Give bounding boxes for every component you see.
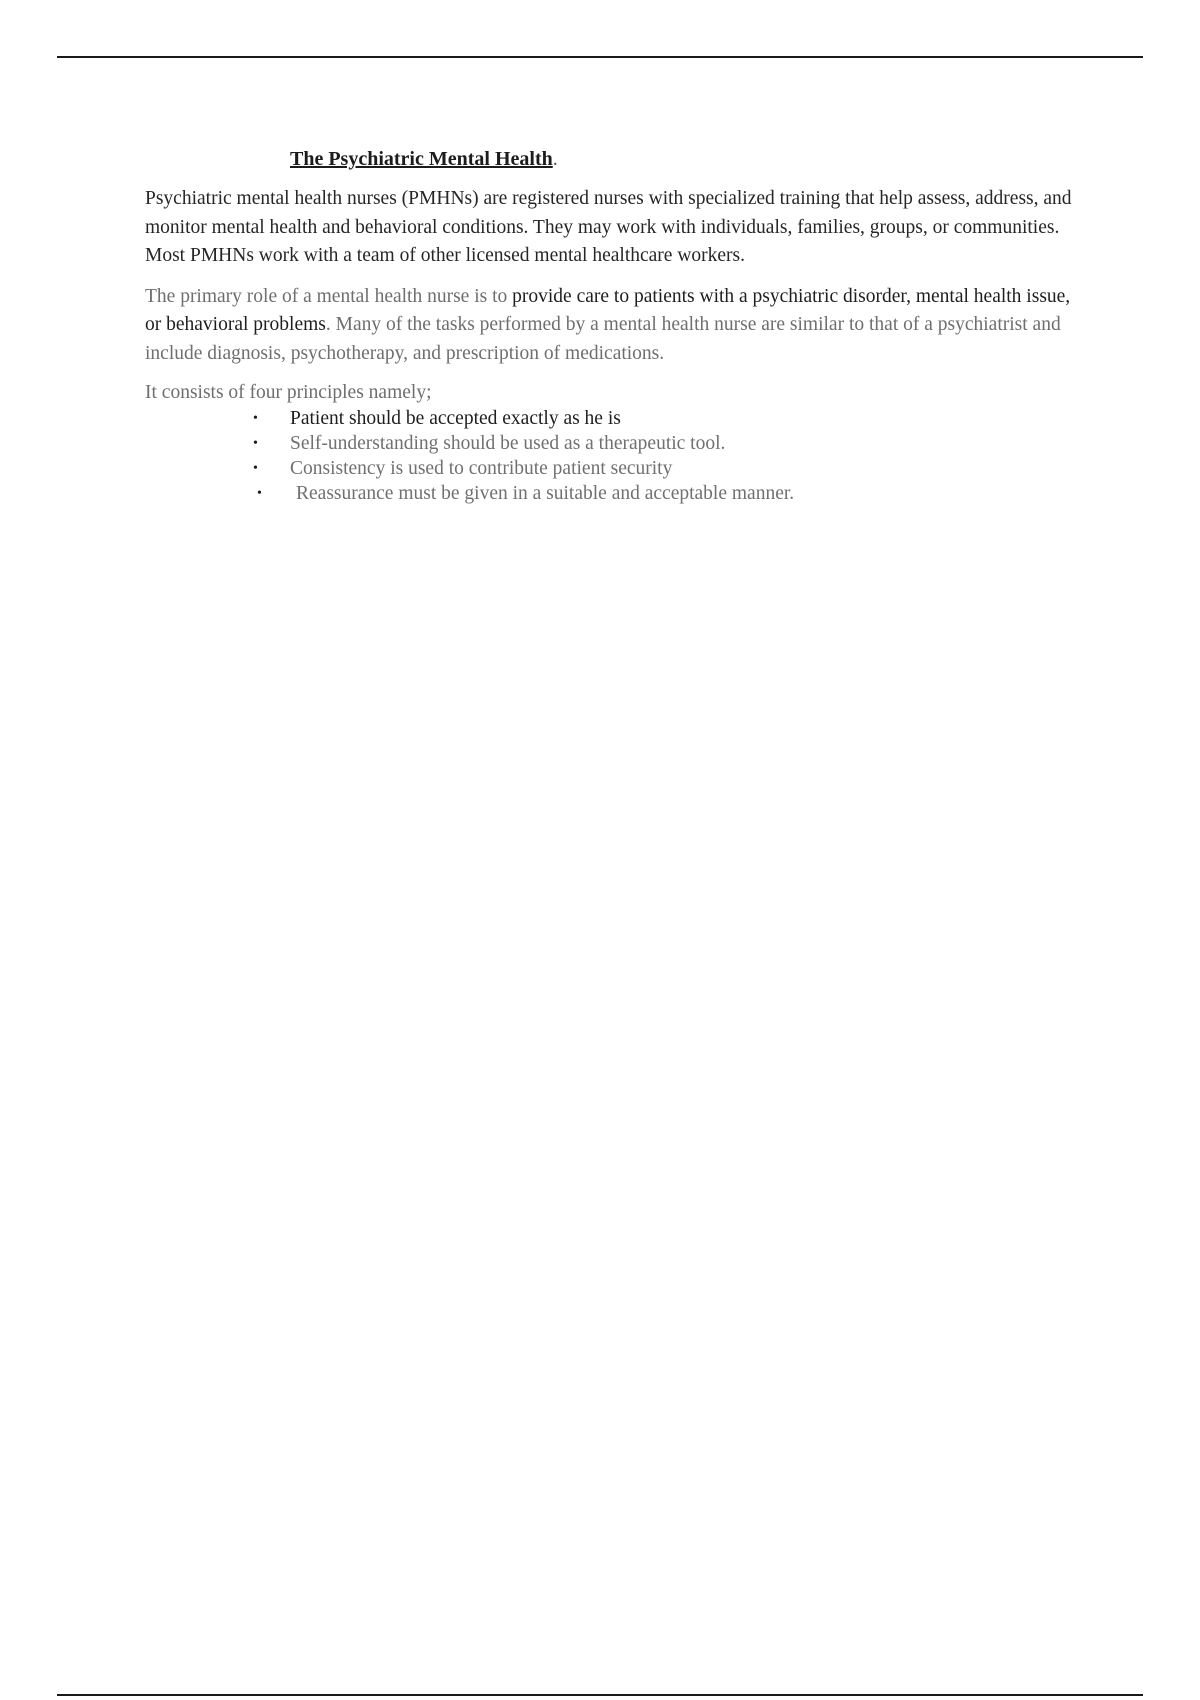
principle-text: Consistency is used to contribute patient security	[290, 458, 673, 479]
paragraph-pmhn-definition: Psychiatric mental health nurses (PMHNs) are registered nurses with specialized training that help assess, address, and monitor mental health and behavioral conditions. They may work with individuals, families, groups, or communities. Most PMHNs work with a team of other licensed mental healthcare workers.	[145, 188, 1072, 266]
principle-text: Self-understanding should be used as a therapeutic tool.	[290, 433, 726, 454]
principle-item	[253, 406, 1085, 431]
document-title	[290, 145, 1085, 173]
document-title-text: The Psychiatric Mental Health	[290, 148, 553, 170]
principle-item	[253, 431, 1085, 456]
primary-role-lead: The primary role of a mental health nurse is to	[145, 285, 513, 307]
bullet-icon: •	[253, 461, 258, 476]
bullet-icon: •	[253, 436, 258, 451]
principle-item	[253, 481, 1085, 506]
bullet-icon: •	[257, 486, 262, 501]
document-body	[145, 145, 1085, 506]
principles-list	[145, 406, 1085, 506]
principle-text: Reassurance must be given in a suitable and acceptable manner.	[296, 483, 795, 504]
page-bottom-rule	[57, 1694, 1143, 1696]
principle-item	[253, 456, 1085, 481]
primary-role-emphasis: provide care to patients with a psychiatric disorder, mental health issue, or behavioral problems	[145, 285, 1071, 335]
principle-text: Patient should be accepted exactly as he is	[290, 408, 621, 429]
document-title-period: .	[552, 148, 558, 170]
page-top-rule	[57, 56, 1143, 58]
primary-role-tail: . Many of the tasks performed by a mental health nurse are similar to that of a psychiatrist and include diagnosis, psychotherapy, and prescription of medications.	[145, 314, 1061, 364]
principles-intro: It consists of four principles namely;	[145, 382, 432, 403]
paragraph-primary-role	[145, 283, 1085, 369]
bullet-icon: •	[253, 411, 258, 426]
